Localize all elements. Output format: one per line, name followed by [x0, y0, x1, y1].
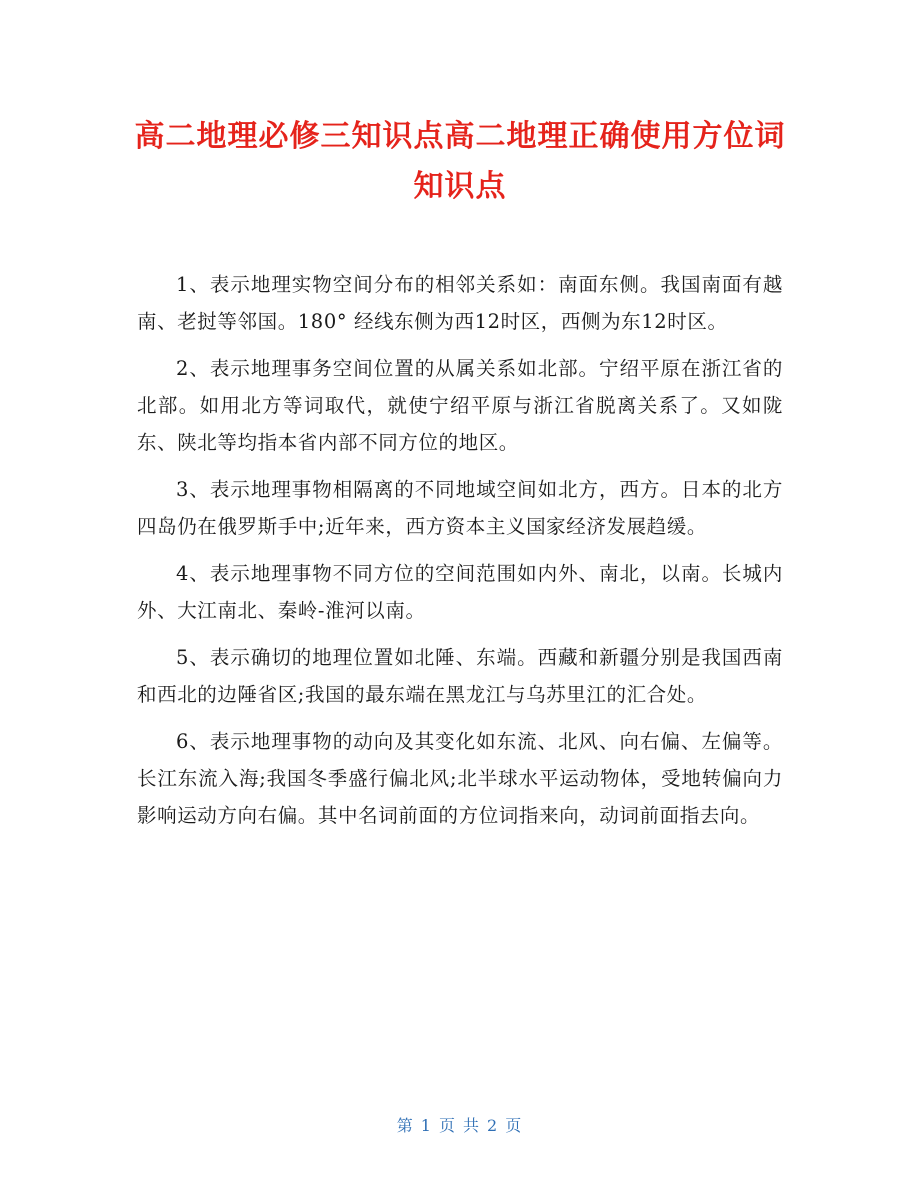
footer-total-label: 共 [463, 1116, 482, 1135]
paragraph-1: 1、表示地理实物空间分布的相邻关系如：南面东侧。我国南面有越南、老挝等邻国。180° 经线东侧为西12时区，西侧为东12时区。 [137, 273, 783, 333]
footer-page-unit: 页 [438, 1116, 457, 1135]
footer-current-page: 1 [420, 1116, 433, 1135]
paragraph-4: 4、表示地理事物不同方位的空间范围如内外、南北，以南。长城内外、大江南北、秦岭-淮河以南。 [137, 562, 783, 622]
paragraph-6: 6、表示地理事物的动向及其变化如东流、北风、向右偏、左偏等。长江东流入海;我国冬季盛行偏北风;北半球水平运动物体，受地转偏向力影响运动方向右偏。其中名词前面的方位词指来向，动词前面指去向。 [137, 730, 783, 827]
document-title: 高二地理必修三知识点高二地理正确使用方位词知识点 [134, 119, 786, 204]
page-number-footer [0, 1113, 920, 1136]
document-body [137, 266, 783, 844]
footer-total-unit: 页 [505, 1116, 524, 1135]
paragraph-2: 2、表示地理事务空间位置的从属关系如北部。宁绍平原在浙江省的北部。如用北方等词取代，就使宁绍平原与浙江省脱离关系了。又如陇东、陕北等均指本省内部不同方位的地区。 [137, 357, 783, 454]
paragraph-3: 3、表示地理事物相隔离的不同地域空间如北方，西方。日本的北方四岛仍在俄罗斯手中;近年来，西方资本主义国家经济发展趋缓。 [137, 478, 783, 538]
footer-page-label: 第 [396, 1116, 415, 1135]
footer-total-pages: 2 [487, 1116, 500, 1135]
paragraph-5: 5、表示确切的地理位置如北陲、东端。西藏和新疆分别是我国西南和西北的边陲省区;我国的最东端在黑龙江与乌苏里江的汇合处。 [137, 646, 783, 706]
